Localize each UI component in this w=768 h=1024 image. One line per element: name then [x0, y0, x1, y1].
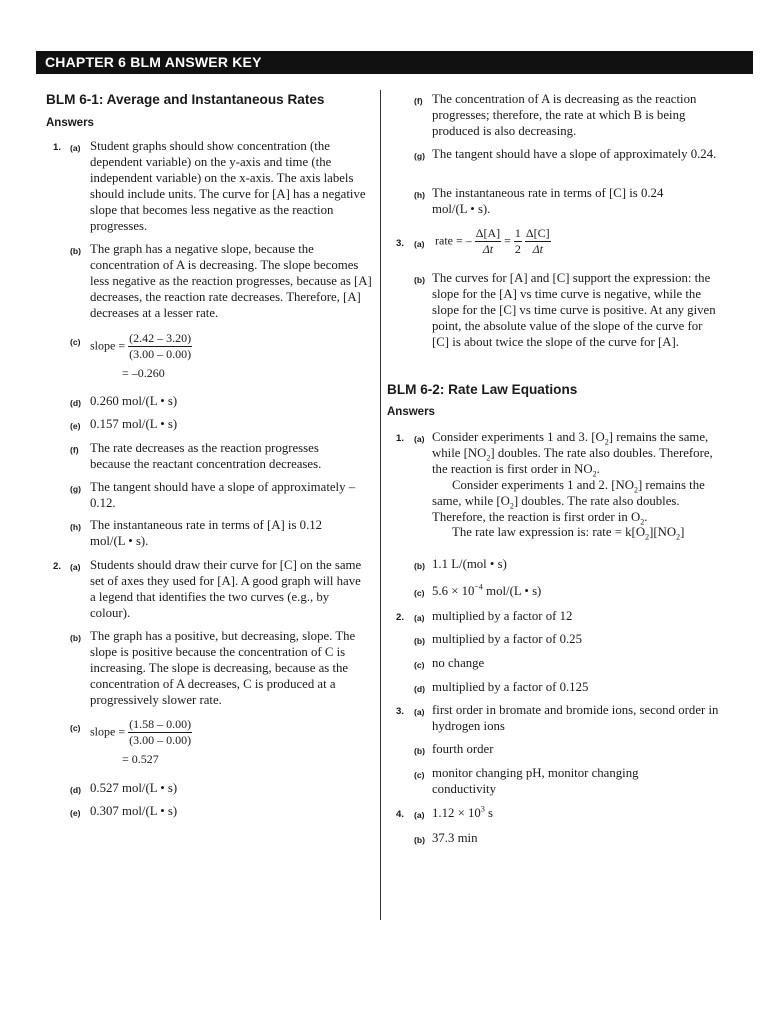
answer-text	[432, 806, 722, 822]
part-label: (a)	[414, 810, 425, 820]
blm2-q2-a	[396, 609, 722, 625]
part-label: (b)	[70, 246, 81, 256]
answer-text: 37.3 min	[432, 831, 478, 845]
part-label: (a)	[414, 613, 425, 623]
text-run: ]	[680, 525, 685, 540]
column-divider	[380, 90, 381, 920]
blm2-answers-label: Answers	[387, 406, 435, 418]
blm2-q3-c	[414, 766, 672, 798]
chapter-header: CHAPTER 6 BLM ANSWER KEY	[36, 51, 753, 74]
part-label: (d)	[414, 684, 425, 694]
text-run: ] remains the same, while [NO	[432, 430, 709, 460]
part-label: (e)	[70, 421, 81, 431]
q1-h	[70, 518, 330, 550]
answer-text: 0.260 mol/(L • s)	[90, 394, 178, 408]
q1-a	[53, 139, 380, 234]
answer-text: Students should draw their curve for [C] on the same set of axes they used for [A]. A good graph will have a legend that identifies the two curves (e.g., by colour).	[90, 558, 362, 620]
fraction-denominator: 2	[514, 242, 521, 256]
rate-fraction-a	[475, 226, 501, 257]
blm2-q2-d	[414, 680, 722, 696]
part-label: (g)	[70, 484, 81, 494]
answer-paragraph-3	[432, 525, 724, 541]
part-label: (d)	[70, 785, 81, 795]
q2-h	[414, 186, 672, 218]
part-label: (d)	[70, 398, 81, 408]
question-number: 2.	[53, 561, 62, 572]
slope-result: = –0.260	[122, 366, 165, 380]
answer-text: The concentration of A is decreasing as the reaction progresses; therefore, the rate at which B is being produced is also decreasing.	[432, 92, 697, 138]
question-number: 3.	[396, 706, 405, 717]
q1-g	[70, 480, 380, 512]
q1-d	[70, 394, 380, 410]
fraction-denominator: (3.00 – 0.00)	[129, 733, 192, 747]
answer-text: 0.157 mol/(L • s)	[90, 417, 178, 431]
q2-e	[70, 804, 380, 820]
question-number: 2.	[396, 612, 405, 623]
blm2-q4-b	[414, 831, 722, 847]
answer-text: The instantaneous rate in terms of [A] is 0.12 mol/(L • s).	[90, 518, 323, 548]
question-number: 1.	[396, 433, 405, 444]
blm2-q2-c	[414, 656, 722, 672]
blm2-q4-a	[396, 804, 722, 822]
slope-lhs: slope =	[90, 338, 126, 353]
answer-text: 1.1 L/(mol • s)	[432, 557, 507, 571]
blm1-answers-label: Answers	[46, 117, 94, 129]
part-label: (a)	[414, 434, 425, 444]
q2-b	[70, 629, 375, 709]
text-run: ] remains the same, while [O	[432, 477, 705, 508]
fraction-numerator: Δ[C]	[525, 226, 550, 240]
q2-d	[70, 781, 380, 797]
answer-text: Student graphs should show concentration (the dependent variable) on the y-axis and time (the independent variable) on the x-axis. The axis labels should include units. The curve for [A] has a negative slope that becomes less negative as the reaction progresses.	[90, 139, 366, 233]
answer-text: The rate decreases as the reaction progresses because the reactant concentration decreases.	[90, 441, 322, 471]
blm2-q3-b	[414, 742, 722, 758]
q1-e	[70, 417, 380, 433]
text-run: ] doubles. The rate also doubles. Therefore, the reaction is first order in NO	[432, 445, 713, 476]
subscript: 2	[592, 469, 597, 479]
answer-paragraph-1	[432, 430, 724, 478]
q3-b	[414, 271, 722, 351]
text-run: ] doubles. The rate also doubles. Therefore, the reaction is first order in O	[432, 493, 680, 524]
subscript: 2	[604, 437, 609, 447]
part-label: (b)	[70, 633, 81, 643]
part-label: (e)	[70, 808, 81, 818]
text-run: Consider experiments 1 and 2. [NO	[452, 477, 634, 492]
q2-c	[70, 717, 360, 768]
part-label: (a)	[70, 143, 81, 153]
part-label: (c)	[70, 337, 81, 347]
text-run: .	[596, 461, 600, 476]
blm2-q1-b	[414, 557, 722, 573]
part-label: (h)	[70, 522, 81, 532]
part-label: (h)	[414, 190, 425, 200]
answer-text: The tangent should have a slope of approximately 0.24.	[432, 147, 717, 161]
equals-sign: =	[504, 233, 511, 248]
q2-a	[53, 558, 365, 622]
fraction-numerator: (2.42 – 3.20)	[129, 331, 192, 345]
blm2-q3-a	[396, 703, 722, 735]
rate-fraction-half	[514, 226, 522, 257]
text-run: The rate law expression is: rate = k[O	[452, 525, 646, 540]
part-label: (b)	[414, 636, 425, 646]
part-label: (a)	[414, 239, 425, 249]
part-label: (c)	[70, 723, 81, 733]
q2-f	[414, 92, 717, 140]
rate-lhs: rate = –	[435, 233, 472, 248]
q1-c	[70, 331, 360, 382]
answer-text: The curves for [A] and [C] support the expression: the slope for the [A] vs time curve is negative, while the slope for the [C] vs time curve is positive. At any given point, the absolute value of the slope of the curve for [C] is about twice the slope of the curve for [A].	[432, 271, 716, 349]
fraction-numerator: (1.58 – 0.00)	[129, 717, 192, 731]
answer-text: The instantaneous rate in terms of [C] is 0.24 mol/(L • s).	[432, 186, 664, 216]
answer-text: multiplied by a factor of 12	[432, 609, 573, 623]
answer-text: The tangent should have a slope of approximately –0.12.	[90, 480, 356, 510]
part-label: (c)	[414, 660, 425, 670]
q3-a	[396, 226, 715, 257]
question-number: 1.	[53, 142, 62, 153]
fraction-numerator: 1	[514, 226, 521, 240]
part-label: (b)	[414, 835, 425, 845]
answer-text: first order in bromate and bromide ions, second order in hydrogen ions	[432, 703, 719, 733]
part-label: (c)	[414, 588, 425, 598]
part-label: (b)	[414, 561, 425, 571]
text-run: Consider experiments 1 and 3. [O	[432, 430, 605, 444]
fraction-denominator: Δt	[482, 242, 494, 256]
subscript: 2	[676, 532, 681, 542]
part-label: (f)	[414, 96, 423, 106]
answer-text: The graph has a negative slope, because the concentration of A is decreasing. The slope becomes less negative as the reaction progresses, because as [A] decreases, the reaction rate decreases. Therefore, [A] decreases at a lesser rate.	[90, 242, 372, 320]
blm2-q1-c	[414, 582, 722, 600]
subscript: 2	[633, 485, 638, 495]
answer-text: 0.307 mol/(L • s)	[90, 804, 178, 818]
blm2-q1-a	[396, 430, 724, 542]
fraction-numerator: Δ[A]	[475, 226, 501, 240]
subscript: 2	[645, 532, 650, 542]
question-number: 3.	[396, 238, 405, 249]
answer-text: multiplied by a factor of 0.125	[432, 680, 589, 694]
part-label: (a)	[414, 707, 425, 717]
blm2-title: BLM 6-2: Rate Law Equations	[387, 382, 578, 397]
answer-text: The graph has a positive, but decreasing, slope. The slope is positive because the concentration of C is increasing. The slope is decreasing, because as the concentration of A decreases, C is produced at a progressively slower rate.	[90, 629, 356, 707]
rate-fraction-c	[525, 226, 551, 257]
slope-fraction	[128, 331, 192, 362]
q1-f	[70, 441, 350, 473]
answer-text: multiplied by a factor of 0.25	[432, 632, 582, 646]
answer-text: 0.527 mol/(L • s)	[90, 781, 178, 795]
subscript: 2	[486, 453, 491, 463]
slope-fraction	[128, 717, 192, 748]
part-label: (b)	[414, 746, 425, 756]
text-run: .	[644, 509, 648, 524]
fraction-denominator: (3.00 – 0.00)	[129, 347, 192, 361]
part-label: (b)	[414, 275, 425, 285]
blm2-q2-b	[414, 632, 722, 648]
question-number: 4.	[396, 809, 405, 820]
answer-text: fourth order	[432, 742, 494, 756]
superscript: 3	[480, 804, 485, 814]
text-run: mol/(L • s)	[482, 584, 542, 598]
part-label: (f)	[70, 445, 79, 455]
slope-result: = 0.527	[122, 752, 159, 766]
text-run: ][NO	[649, 525, 677, 540]
answer-text: no change	[432, 656, 485, 670]
text-run: 5.6 × 10	[432, 584, 475, 598]
q1-b	[70, 242, 380, 322]
part-label: (g)	[414, 151, 425, 161]
subscript: 2	[509, 501, 514, 511]
part-label: (a)	[70, 562, 81, 572]
fraction-denominator: Δt	[532, 242, 543, 256]
blm1-title: BLM 6-1: Average and Instantaneous Rates	[46, 92, 325, 107]
answer-paragraph-2	[432, 478, 724, 526]
part-label: (c)	[414, 770, 425, 780]
q2-g	[414, 147, 722, 163]
answer-text: monitor changing pH, monitor changing conductivity	[432, 766, 639, 796]
text-run: 1.12 × 10	[432, 806, 481, 820]
text-run: s	[484, 806, 493, 820]
superscript: −4	[474, 582, 483, 592]
slope-lhs: slope =	[90, 724, 126, 739]
answer-text	[432, 584, 722, 600]
subscript: 2	[640, 517, 645, 527]
